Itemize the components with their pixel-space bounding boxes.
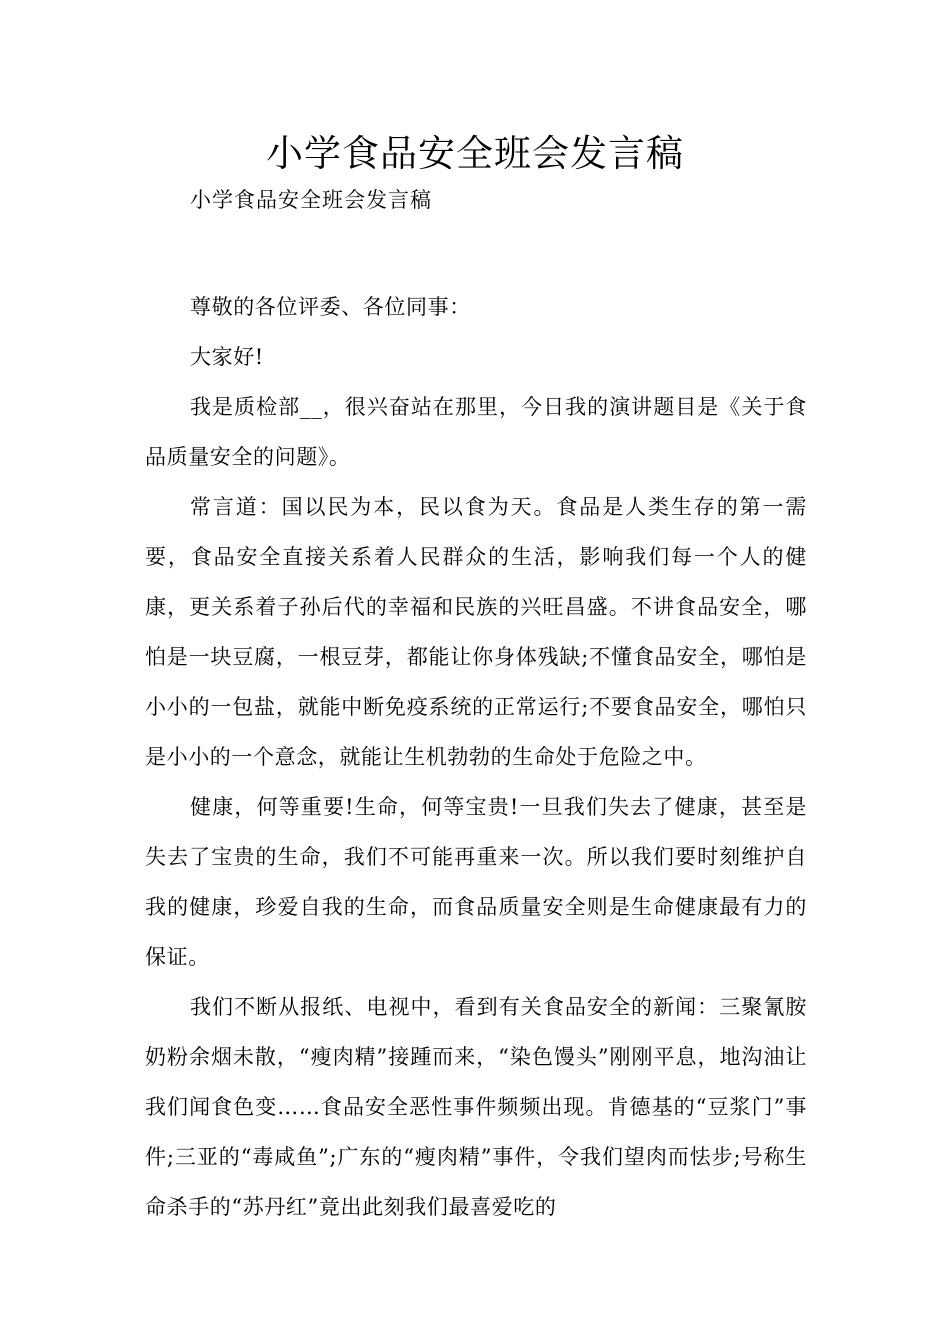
paragraph-greeting: 大家好! [190, 345, 264, 369]
paragraph-greeting-recipients: 尊敬的各位评委、各位同事： [190, 295, 471, 319]
document-subtitle: 小学食品安全班会发言稿 [190, 188, 432, 212]
paragraph-introduction: 我是质检部__，很兴奋站在那里，今日我的演讲题目是《关于食品质量安全的问题》。 [145, 395, 807, 469]
paragraph-food-importance: 常言道：国以民为本，民以食为天。食品是人类生存的第一需要，食品安全直接关系着人民群众的生活，影响我们每一个人的健康，更关系着子孙后代的幸福和民族的兴旺昌盛。不讲食品安全，哪怕是一块豆腐，一根豆芽，都能让你身体残缺;不懂食品安全，哪怕是小小的一包盐，就能中断免疫系统的正常运行;不要食品安全，哪怕只是小小的一个意念，就能让生机勃勃的生命处于危险之中。 [145, 495, 807, 769]
document-body [145, 282, 807, 1232]
paragraph-health-life: 健康，何等重要!生命，何等宝贵!一旦我们失去了健康，甚至是失去了宝贵的生命，我们不可能再重来一次。所以我们要时刻维护自我的健康，珍爱自我的生命，而食品质量安全则是生命健康最有力的保证。 [145, 795, 807, 969]
paragraph-news-incidents: 我们不断从报纸、电视中，看到有关食品安全的新闻：三聚氰胺奶粉余烟未散，“瘦肉精”接踵而来，“染色馒头”刚刚平息，地沟油让我们闻食色变……食品安全恶性事件频频出现。肯德基的“豆浆门”事件;三亚的“毒咸鱼”;广东的“瘦肉精”事件，令我们望肉而怯步;号称生命杀手的“苏丹红”竟出此刻我们最喜爱吃的 [145, 995, 807, 1219]
document-title: 小学食品安全班会发言稿 [266, 132, 684, 175]
